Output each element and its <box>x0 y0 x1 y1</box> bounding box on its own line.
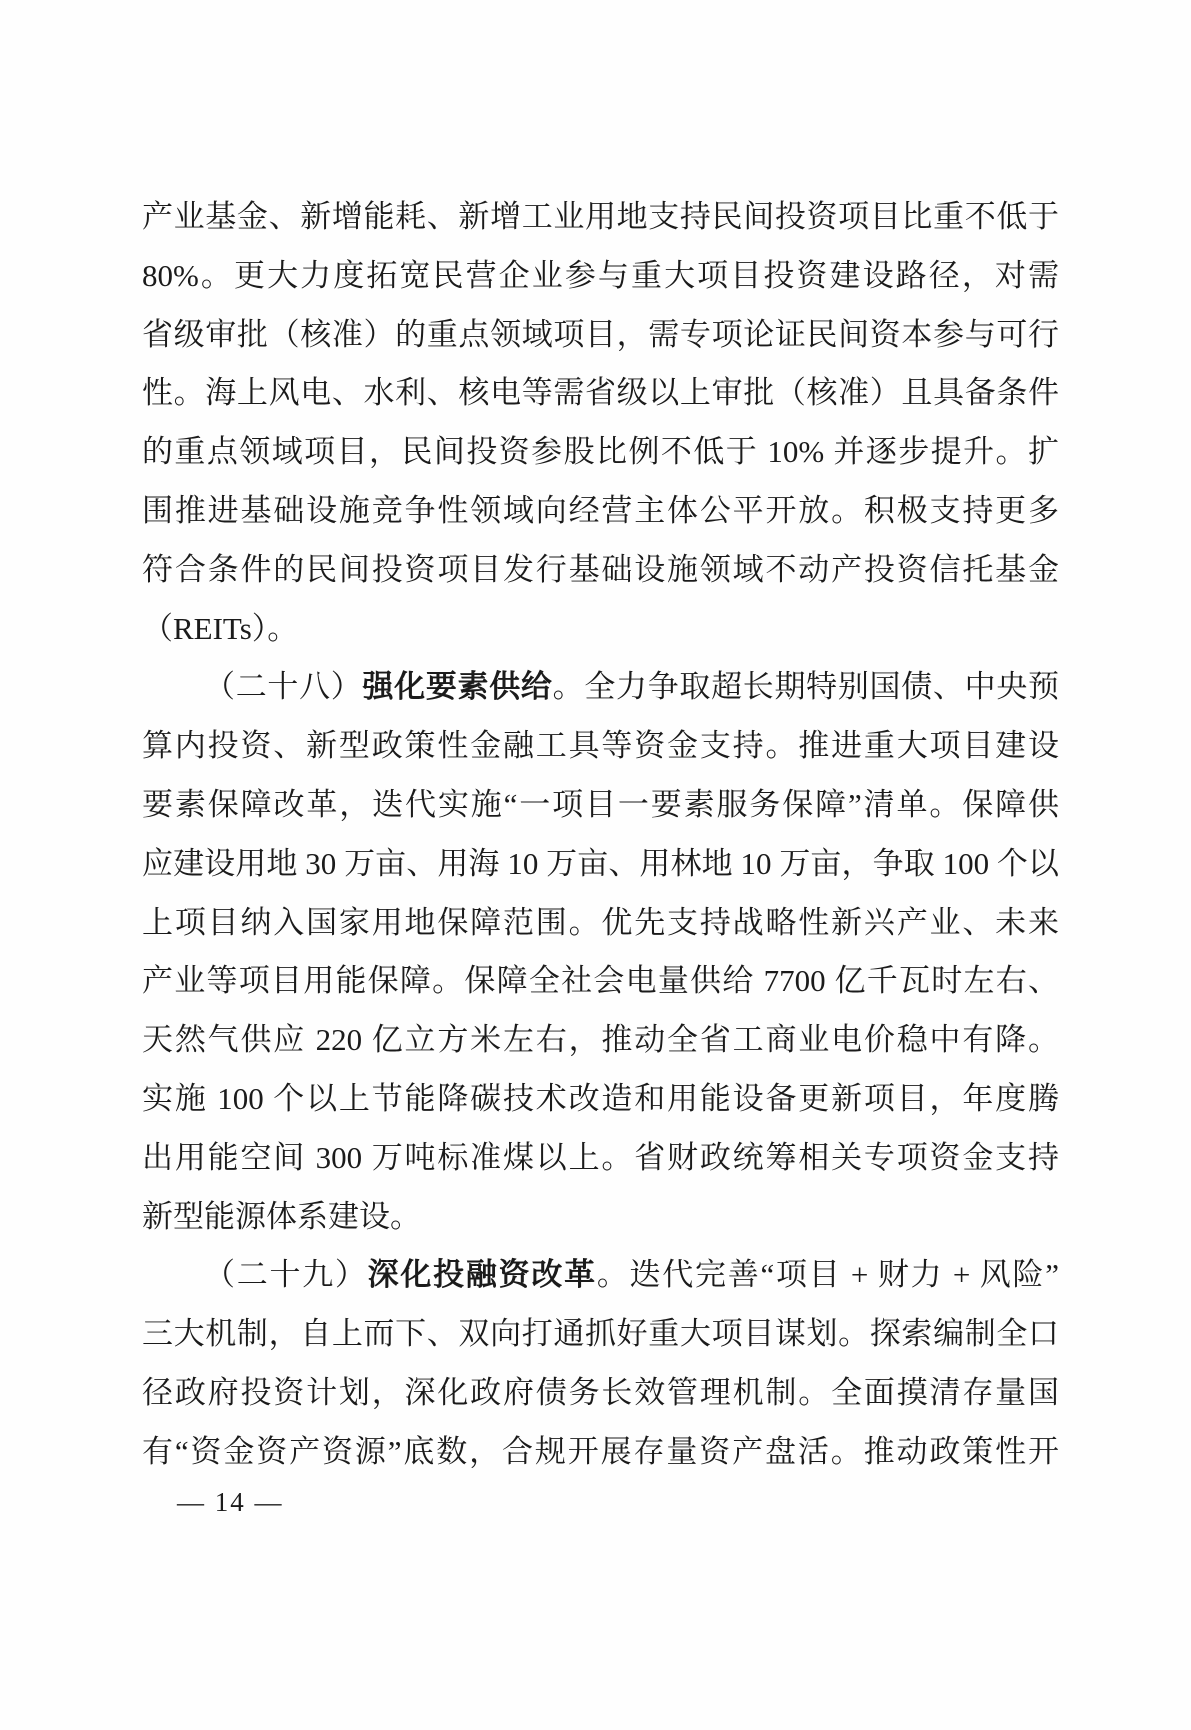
text-line: 性。海上风电、水利、核电等需省级以上审批（核准）且具备条件 <box>142 375 1059 411</box>
text-line: 产业等项目用能保障。保障全社会电量供给 7700 亿千瓦时左右、 <box>142 963 1059 999</box>
section-28-line <box>142 658 1059 717</box>
section-29-heading: 深化投融资改革 <box>367 1257 597 1293</box>
text-line: 有“资金资产资源”底数，合规开展存量资产盘活。推动政策性开 <box>142 1433 1059 1469</box>
text-line: 三大机制，自上而下、双向打通抓好重大项目谋划。探索编制全口 <box>142 1316 1059 1352</box>
text-line: 要素保障改革，迭代实施“一项目一要素服务保障”清单。保障供 <box>142 786 1059 822</box>
section-29-text: 。迭代完善“项目 + 财力 + 风险” <box>596 1257 1059 1293</box>
text-line: 产业基金、新增能耗、新增工业用地支持民间投资项目比重不低于 <box>142 199 1059 234</box>
page-number: — 14 — <box>177 1486 284 1517</box>
text-line: 符合条件的民间投资项目发行基础设施领域不动产投资信托基金 <box>142 551 1059 587</box>
text-line: 的重点领域项目，民间投资参股比例不低于 10% 并逐步提升。扩 <box>142 434 1059 470</box>
text-line-paragraph-end: 新型能源体系建设。 <box>142 1198 421 1234</box>
text-line-paragraph-end: （REITs）。 <box>142 610 299 646</box>
text-line: 省级审批（核准）的重点领域项目，需专项论证民间资本参与可行 <box>142 316 1059 352</box>
section-29-number: （二十九） <box>204 1257 368 1293</box>
text-line: 算内投资、新型政策性金融工具等资金支持。推进重大项目建设 <box>142 728 1059 764</box>
section-28-heading: 强化要素供给 <box>362 669 553 705</box>
text-line: 出用能空间 300 万吨标准煤以上。省财政统筹相关专项资金支持 <box>142 1139 1059 1175</box>
text-line: 上项目纳入国家用地保障范围。优先支持战略性新兴产业、未来 <box>142 904 1059 940</box>
text-line: 应建设用地 30 万亩、用海 10 万亩、用林地 10 万亩，争取 100 个以 <box>142 845 1059 881</box>
text-line: 围推进基础设施竞争性领域向经营主体公平开放。积极支持更多 <box>142 492 1059 528</box>
text-line: 实施 100 个以上节能降碳技术改造和用能设备更新项目，年度腾 <box>142 1080 1059 1116</box>
section-28-text: 。全力争取超长期特别国债、中央预 <box>552 669 1059 705</box>
text-line: 天然气供应 220 亿立方米左右，推动全省工商业电价稳中有降。 <box>142 1022 1059 1058</box>
text-line: 80%。更大力度拓宽民营企业参与重大项目投资建设路径，对需 <box>142 257 1059 293</box>
section-28-number: （二十八） <box>204 669 363 705</box>
section-29-line <box>142 1246 1059 1305</box>
text-line: 径政府投资计划，深化政府债务长效管理机制。全面摸清存量国 <box>142 1374 1059 1410</box>
